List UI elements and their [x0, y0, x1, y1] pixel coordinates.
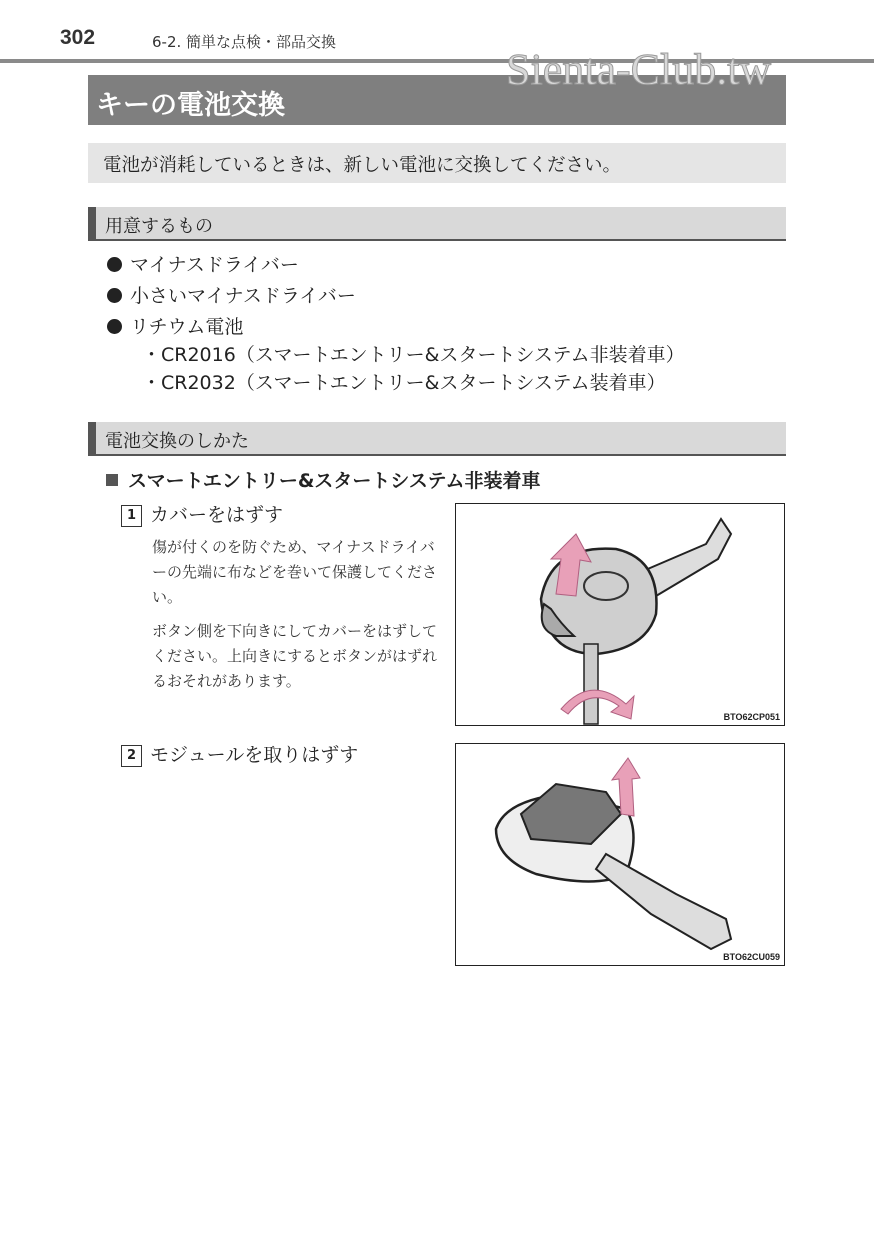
list-item-text: マイナスドライバー — [130, 254, 299, 276]
page-title-text: キーの電池交換 — [96, 90, 285, 121]
chapter-header: 6-2. 簡単な点検・部品交換 — [152, 33, 337, 51]
bullet-icon — [107, 288, 122, 303]
step-title: モジュールを取りはずす — [150, 744, 359, 766]
bullet-icon — [107, 257, 122, 272]
list-item — [107, 312, 243, 339]
step-number: 2 — [121, 745, 142, 767]
intro-box — [88, 143, 786, 183]
step-title: カバーをはずす — [150, 504, 284, 526]
figure-code: BTO62CP051 — [723, 712, 780, 722]
key-module-illustration — [456, 744, 786, 967]
square-bullet-icon — [106, 474, 118, 486]
page-number: 302 — [60, 26, 96, 49]
intro-text: 電池が消耗しているときは、新しい電池に交換してください。 — [103, 155, 622, 176]
section-heading-preparation — [88, 207, 786, 241]
list-item-text: リチウム電池 — [130, 316, 244, 338]
list-item — [107, 250, 299, 277]
step-2 — [121, 740, 358, 767]
sub-item: ・CR2016（スマートエントリー&スタートシステム非装着車） — [142, 344, 685, 366]
step-description: ボタン側を下向きにしてカバーをはずしてください。上向きにするとボタンがはずれるおそれがあります。 — [152, 622, 438, 690]
figure-remove-cover — [455, 503, 785, 726]
list-item — [107, 281, 356, 308]
subheading — [106, 466, 541, 493]
section-heading-text: 用意するもの — [105, 216, 213, 237]
figure-remove-module — [455, 743, 785, 966]
section-heading-procedure — [88, 422, 786, 456]
section-heading-text: 電池交換のしかた — [105, 431, 249, 452]
key-cover-illustration — [456, 504, 786, 727]
figure-code: BTO62CU059 — [723, 952, 780, 962]
bullet-icon — [107, 319, 122, 334]
watermark: Sienta-Club.tw — [506, 45, 772, 94]
step-number: 1 — [121, 505, 142, 527]
sub-item: ・CR2032（スマートエントリー&スタートシステム装着車） — [142, 372, 666, 394]
step-1 — [121, 500, 283, 527]
subheading-text: スマートエントリー&スタートシステム非装着車 — [128, 470, 541, 492]
list-item-text: 小さいマイナスドライバー — [130, 285, 356, 307]
step-description: 傷が付くのを防ぐため、マイナスドライバーの先端に布などを巻いて保護してください。 — [152, 538, 438, 606]
